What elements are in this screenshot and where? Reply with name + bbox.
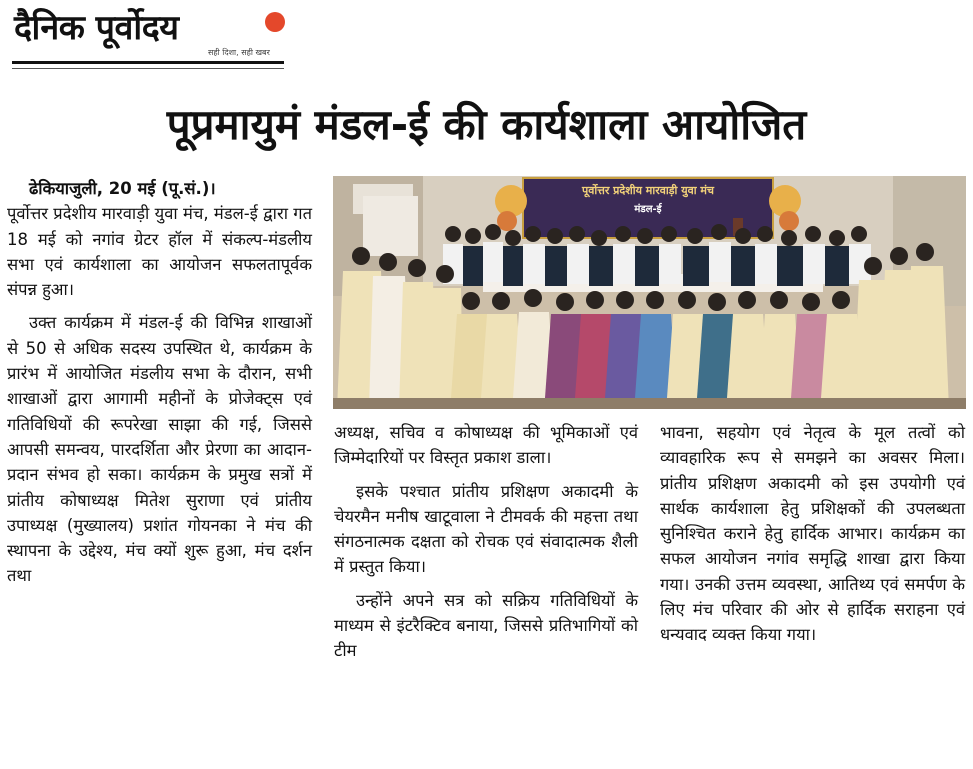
event-group-photo [333,176,966,409]
article-paragraph: अध्यक्ष, सचिव व कोषाध्यक्ष की भूमिकाओं एवं जिम्मेदारियों पर विस्तृत प्रकाश डाला। [334,423,638,468]
article-column-2 [334,420,638,664]
article-paragraph: भावना, सहयोग एवं नेतृत्व के मूल तत्वों को व्यावहारिक रूप से समझने का अवसर मिला। प्रांतीय प्रशिक्षण अकादमी को इस उपयोगी एवं सार्थक कार्यशाला हेतु प्रशिक्षकों की उपलब्धता सुनिश्चित कराने हेतु हार्दिक आभार। कार्यक्रम का सफल आयोजन नगांव समृद्धि शाखा द्वारा किया गया। उनकी उत्तम व्यवस्था, आतिथ्य एवं समर्पण के लिए मंच परिवार की ओर से हार्दिक सराहना एवं धन्यवाद व्यक्त किया गया। [660,423,965,645]
article-paragraph: पूर्वोत्तर प्रदेशीय मारवाड़ी युवा मंच, मंडल-ई द्वारा गत 18 मई को नगांव ग्रेटर हॉल में संकल्प-मंडलीय सभा एवं कार्यशाला का आयोजन सफलतापूर्वक संपन्न हुआ। [7,204,312,300]
masthead-rule [12,61,284,64]
article-paragraph: उन्होंने अपने सत्र को सक्रिय गतिविधियों के माध्यम से इंटरैक्टिव बनाया, जिससे प्रतिभागियों को टीम [334,590,638,661]
banner-title: पूर्वोत्तर प्रदेशीय मारवाड़ी युवा मंच [582,184,714,197]
masthead-rule-thin [12,68,284,69]
article-dateline: ढेकियाजुली, 20 मई (पू.सं.)। [29,179,216,198]
article-paragraph: इसके पश्चात प्रांतीय प्रशिक्षण अकादमी के चेयरमैन मनीष खाटूवाला ने टीमवर्क की महत्ता तथा संगठनात्मक दक्षता को रोचक एवं संवादात्मक शैली में प्रस्तुत किया। [334,481,638,577]
article-headline: पूप्रमायुमं मंडल-ई की कार्यशाला आयोजित [166,100,807,149]
newspaper-tagline: सही दिशा, सही खबर [208,48,270,57]
masthead [12,6,288,72]
photo-illustration [333,176,966,409]
article-paragraph: उक्त कार्यक्रम में मंडल-ई की विभिन्न शाखाओं से 50 से अधिक सदस्य उपस्थित थे, कार्यक्रम के प्रारंभ में आयोजित मंडलीय सभा के दौरान, सभी शाखाओं द्वारा आगामी महीनों के प्रोजेक्ट्स एवं गतिविधियों की रूपरेखा साझा की गई, जिससे आपसी समन्वय, पारदर्शिता और प्रेरणा का आदान-प्रदान संभव हो सका। कार्यक्रम के प्रमुख सत्रों में प्रांतीय कोषाध्यक्ष मितेश सुराणा एवं प्रांतीय उपाध्यक्ष (मुख्यालय) प्रशांत गोयनका ने मंच की स्थापना के उद्देश्य, मंच क्यों शुरू हुआ, मंच दर्शन तथा [7,313,312,586]
article-column-1 [7,176,312,589]
masthead-dot-icon [265,12,285,32]
article-column-3 [660,420,965,648]
banner-subtitle: मंडल-ई [634,204,662,215]
newspaper-title: दैनिक पूर्वोदय [14,8,179,48]
